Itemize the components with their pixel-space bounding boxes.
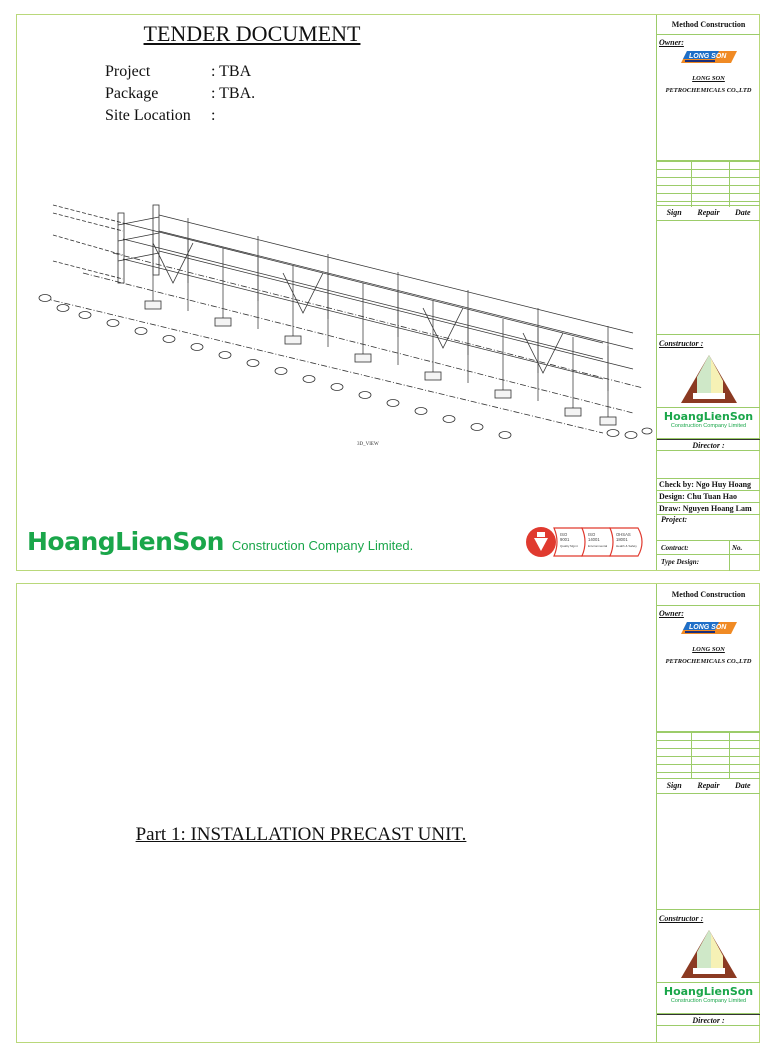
project-info bbox=[105, 61, 255, 127]
revision-table bbox=[657, 732, 760, 778]
title-block-header: Method Construction bbox=[657, 15, 760, 35]
title-block-page-2 bbox=[656, 584, 760, 1042]
contractor-brand: HoangLienSon bbox=[663, 985, 754, 998]
svg-text:ISO: ISO bbox=[588, 532, 596, 537]
contractor-subtitle: Construction Company Limited bbox=[670, 423, 747, 429]
draw-by: Draw: Nguyen Hoang Lam bbox=[657, 503, 760, 515]
company-logo-text: HoangLienSon bbox=[27, 527, 224, 556]
contractor-triangle-logo-icon bbox=[679, 928, 739, 980]
design-by: Design: Chu Tuan Hao bbox=[657, 491, 760, 503]
svg-text:ISO: ISO bbox=[560, 532, 568, 537]
sign-header-row: Sign Repair Date bbox=[657, 206, 760, 221]
title-block-header: Method Construction bbox=[657, 584, 760, 606]
part-title: Part 1: INSTALLATION PRECAST UNIT. bbox=[135, 824, 467, 845]
svg-text:Environmental: Environmental bbox=[588, 544, 608, 548]
title-block bbox=[656, 15, 760, 570]
contractor-subtitle: Construction Company Limited bbox=[670, 998, 747, 1004]
owner-name-line2: PETROCHEMICALS CO.,LTD bbox=[665, 658, 752, 665]
sign-section bbox=[657, 778, 760, 910]
svg-text:3D_VIEW: 3D_VIEW bbox=[357, 442, 379, 447]
svg-text:18001: 18001 bbox=[616, 537, 628, 542]
owner-label: Owner: bbox=[659, 609, 684, 618]
footer-brand bbox=[27, 527, 413, 556]
check-by: Check by: Ngo Huy Hoang bbox=[657, 479, 760, 491]
long-son-logo-icon bbox=[681, 620, 737, 636]
svg-text:OHSAS: OHSAS bbox=[616, 532, 631, 537]
owner-section bbox=[657, 606, 760, 732]
svg-text:14001: 14001 bbox=[588, 537, 600, 542]
field-project: Project : TBA bbox=[105, 63, 252, 80]
company-subtitle: Construction Company Limited. bbox=[231, 538, 414, 553]
svg-text:9001: 9001 bbox=[560, 537, 570, 542]
contractor-triangle-logo-icon bbox=[679, 353, 739, 405]
director-label: Director : bbox=[657, 1014, 760, 1026]
svg-text:Quality Mgmt: Quality Mgmt bbox=[560, 544, 578, 548]
sign-section bbox=[657, 205, 760, 335]
owner-label: Owner: bbox=[659, 38, 684, 47]
owner-name-line2: PETROCHEMICALS CO.,LTD bbox=[665, 87, 752, 94]
director-sign-space bbox=[657, 451, 760, 479]
bsi-badge-icon bbox=[526, 527, 556, 557]
contractor-section bbox=[657, 910, 760, 1014]
owner-section bbox=[657, 35, 760, 161]
contract-row: Contract: No. bbox=[657, 541, 760, 555]
sign-header-row: Sign Repair Date bbox=[657, 779, 760, 794]
field-site-location: Site Location : bbox=[105, 107, 216, 124]
svg-text:LONG SON: LONG SON bbox=[689, 53, 727, 60]
contractor-label: Constructor : bbox=[659, 339, 704, 348]
document-page-2 bbox=[16, 583, 760, 1043]
structure-3d-drawing bbox=[23, 183, 653, 463]
page-2-content bbox=[17, 584, 656, 1042]
project-label: Project: bbox=[657, 515, 760, 541]
owner-name-line1: LONG SON bbox=[692, 646, 725, 653]
svg-text:LONG SON: LONG SON bbox=[689, 624, 727, 631]
page-1-content bbox=[17, 15, 656, 570]
contractor-brand: HoangLienSon bbox=[663, 410, 754, 423]
page-title: TENDER DOCUMENT bbox=[143, 21, 361, 46]
document-page-1 bbox=[16, 14, 760, 571]
contractor-section bbox=[657, 335, 760, 439]
iso-certification-badges bbox=[524, 525, 652, 559]
field-package: Package : TBA. bbox=[105, 85, 256, 102]
long-son-logo-icon bbox=[681, 49, 737, 65]
owner-name-line1: LONG SON bbox=[692, 75, 725, 82]
director-label: Director : bbox=[657, 439, 760, 451]
svg-text:Health & Safety: Health & Safety bbox=[616, 544, 637, 548]
revision-table bbox=[657, 161, 760, 207]
type-design-row: Type Design: bbox=[657, 555, 760, 571]
contractor-label: Constructor : bbox=[659, 914, 704, 923]
